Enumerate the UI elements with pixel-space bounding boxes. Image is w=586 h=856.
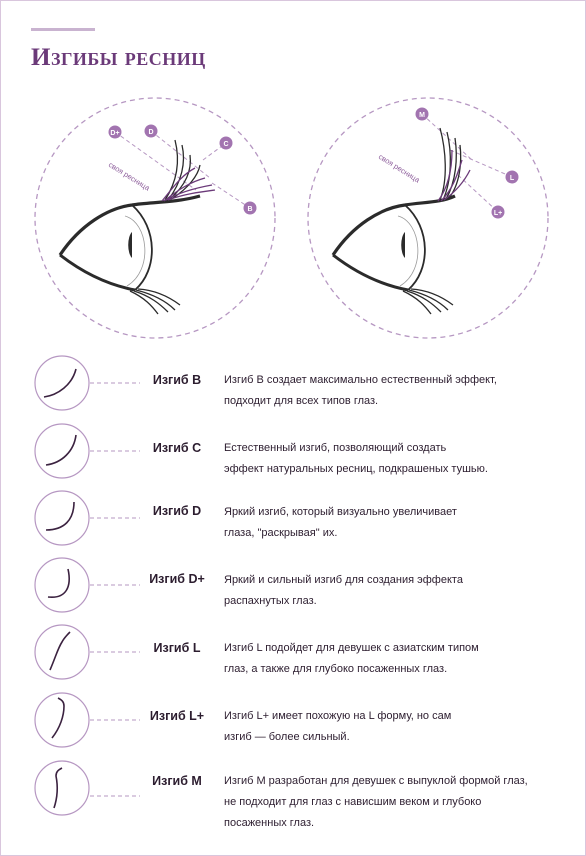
curl-b-icon [34,355,90,411]
badge-l [506,171,519,184]
curl-name: Изгиб C [152,441,202,455]
svg-text:M: M [419,112,425,119]
badge-l-plus [492,206,505,219]
guide-line [212,183,250,208]
lower-lashes [130,289,180,314]
badge-d [145,125,158,138]
eye-diagrams [0,0,586,350]
curl-name: Изгиб L [153,641,201,655]
curl-name: Изгиб L+ [149,709,205,723]
iris [125,216,145,286]
curl-description: Изгиб M разработан для девушек с выпуклой формой глаз, не подходит для глаз с нависшим веком и глубоко посаженных глаз. [224,775,528,829]
curl-description: Изгиб L подойдет для девушек с азиатским типом глаз, а также для глубоко посаженных глаз. [224,642,479,675]
curl-name: Изгиб M [152,774,202,788]
curl-description: Яркий и сильный изгиб для создания эффекта распахнутых глаз. [224,574,463,607]
svg-text:D: D [148,129,154,136]
badge-c [220,137,233,150]
curl-description: Естественный изгиб, позволяющий создать эффект натуральных ресниц, подкрашеных тушью. [224,442,488,475]
right-dashed-circle [308,98,548,338]
diagram-left [35,98,275,338]
svg-text:L+: L+ [493,210,503,217]
iris [398,216,418,286]
curl-row-d-plus [0,557,586,621]
curl-name: Изгиб D [152,504,202,518]
curl-d-plus-icon [34,557,90,613]
connector-line [90,760,224,816]
curl-name: Изгиб B [152,373,202,387]
curl-row-l-plus [0,692,586,756]
curl-d-icon [34,490,90,546]
svg-text:D+: D+ [110,130,120,137]
lower-lashes [403,289,453,314]
curl-description: Яркий изгиб, который визуально увеличивает глаза, "раскрывая" их. [224,506,457,539]
badge-d-plus [109,126,122,139]
pupil [401,232,405,258]
curl-l-plus-icon [34,692,90,748]
natural-lash-label: своя ресница [376,152,422,185]
svg-text:C: C [223,141,229,148]
curl-c-icon [34,423,90,479]
badge-b [244,202,257,215]
eyeball [405,205,425,290]
connector-line [90,490,224,546]
badge-m [416,108,429,121]
guide-line [422,114,472,160]
diagram-right [308,98,548,338]
svg-text:L: L [509,175,515,182]
curl-description: Изгиб B создает максимально естественный эффект, подходит для всех типов глаз. [224,374,497,407]
curl-row-b [0,355,586,419]
upper-lid [333,196,455,255]
lower-lid [333,255,408,290]
curl-name: Изгиб D+ [149,572,205,586]
eyeball [132,205,152,290]
curl-description: Изгиб L+ имеет похожую на L форму, но сам изгиб — более сильный. [224,710,452,743]
page-title: Изгибы ресниц [31,44,206,71]
pupil [128,232,132,258]
upper-lashes [162,140,215,201]
curl-row-d [0,490,586,554]
svg-text:B: B [247,206,253,213]
curl-l-icon [34,624,90,680]
curl-m-icon [34,760,90,816]
natural-lash-label: своя ресница [106,160,152,193]
guide-line [151,131,210,178]
curl-row-c [0,423,586,487]
curl-row-l [0,624,586,688]
curl-row-m [0,760,586,844]
lower-lid [60,255,135,290]
upper-lashes [438,128,470,201]
